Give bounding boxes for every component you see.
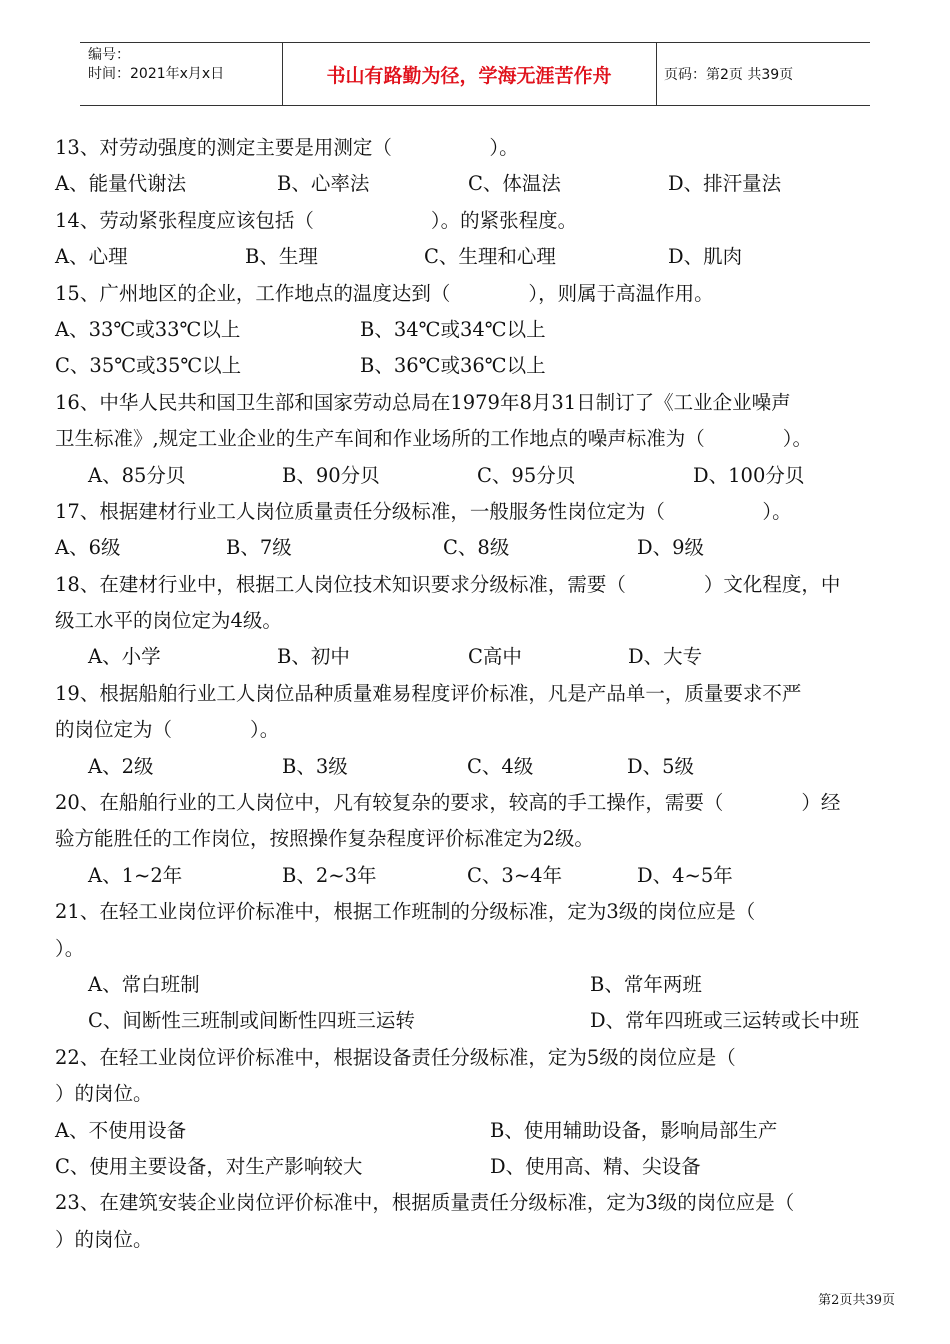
question-text: ）的岗位。: [55, 1227, 153, 1251]
text-line: [0, 931, 950, 967]
page-header: [80, 42, 870, 106]
text-line: [0, 967, 950, 1003]
question-text: 19、根据船舶行业工人岗位品种质量难易程度评价标准，凡是产品单一，质量要求不严: [55, 681, 802, 705]
answer-option: B、36℃或36℃以上: [360, 354, 546, 378]
text-line: [0, 1076, 950, 1112]
text-line: [0, 203, 950, 239]
answer-option: D、使用高、精、尖设备: [490, 1154, 701, 1178]
answer-option: C、3~4年: [467, 863, 563, 887]
text-line: [0, 1003, 950, 1039]
question-text: 18、在建材行业中，根据工人岗位技术知识要求分级标准，需要（ ）文化程度，中: [55, 572, 841, 596]
text-line: [0, 421, 950, 457]
text-line: [0, 1149, 950, 1185]
text-line: [0, 603, 950, 639]
question-text: 的岗位定为（ ）。: [55, 718, 280, 742]
answer-option: B、2~3年: [282, 863, 377, 887]
answer-option: A、2级: [88, 754, 154, 778]
answer-option: D、常年四班或三运转或长中班: [590, 1009, 860, 1033]
answer-option: B、3级: [282, 754, 348, 778]
page-info: 页码：第2页 共39页: [664, 67, 794, 83]
question-text: 23、在建筑安装企业岗位评价标准中，根据质量责任分级标准，定为3级的岗位应是（: [55, 1191, 795, 1215]
answer-option: C、使用主要设备，对生产影响较大: [55, 1154, 363, 1178]
answer-option: C高中: [468, 645, 522, 669]
text-line: [0, 567, 950, 603]
answer-option: A、33℃或33℃以上: [55, 317, 241, 341]
answer-option: A、能量代谢法: [55, 172, 187, 196]
answer-option: D、肌肉: [668, 245, 743, 269]
answer-option: D、100分贝: [693, 463, 805, 487]
answer-option: C、95分贝: [477, 463, 576, 487]
answer-option: C、4级: [467, 754, 534, 778]
answer-option: A、1~2年: [88, 863, 183, 887]
text-line: [0, 858, 950, 894]
question-text: 验方能胜任的工作岗位，按照操作复杂程度评价标准定为2级。: [55, 827, 594, 851]
text-line: [0, 530, 950, 566]
text-line: [0, 749, 950, 785]
header-left: [88, 46, 224, 84]
answer-option: B、常年两班: [590, 972, 702, 996]
answer-option: D、5级: [627, 754, 695, 778]
answer-option: A、常白班制: [88, 972, 200, 996]
answer-option: A、不使用设备: [55, 1118, 187, 1142]
answer-option: B、心率法: [277, 172, 370, 196]
date-label: 时间：2021年x月x日: [88, 66, 225, 82]
answer-option: C、8级: [443, 536, 510, 560]
question-text: 21、在轻工业岗位评价标准中，根据工作班制的分级标准，定为3级的岗位应是（: [55, 900, 756, 924]
question-text: 20、在船舶行业的工人岗位中，凡有较复杂的要求，较高的手工操作，需要（ ）经: [55, 791, 841, 815]
answer-option: B、90分贝: [282, 463, 380, 487]
text-line: [0, 1113, 950, 1149]
answer-option: D、排汗量法: [668, 172, 782, 196]
answer-option: C、间断性三班制或间断性四班三运转: [88, 1009, 415, 1033]
text-line: [0, 312, 950, 348]
text-line: [0, 385, 950, 421]
question-list: [0, 130, 950, 1258]
answer-option: B、使用辅助设备，影响局部生产: [490, 1118, 778, 1142]
text-line: [0, 166, 950, 202]
text-line: [0, 458, 950, 494]
answer-option: B、生理: [245, 245, 318, 269]
text-line: [0, 676, 950, 712]
text-line: [0, 821, 950, 857]
answer-option: A、小学: [88, 645, 161, 669]
question-text: 级工水平的岗位定为4级。: [55, 609, 282, 633]
header-divider: [656, 43, 657, 105]
question-text: 22、在轻工业岗位评价标准中，根据设备责任分级标准，定为5级的岗位应是（: [55, 1045, 736, 1069]
question-text: 卫生标准》,规定工业企业的生产车间和作业场所的工作地点的噪声标准为（ ）。: [55, 427, 812, 451]
text-line: [0, 348, 950, 384]
answer-option: C、体温法: [468, 172, 561, 196]
text-line: [0, 894, 950, 930]
question-text: ）的岗位。: [55, 1082, 153, 1106]
text-line: [0, 494, 950, 530]
question-text: 14、劳动紧张程度应该包括（ ）。的紧张程度。: [55, 208, 578, 232]
answer-option: A、85分贝: [88, 463, 186, 487]
text-line: [0, 785, 950, 821]
answer-option: D、9级: [637, 536, 705, 560]
text-line: [0, 130, 950, 166]
code-label: 编号：: [88, 47, 130, 63]
answer-option: A、6级: [55, 536, 121, 560]
text-line: [0, 276, 950, 312]
answer-option: B、34℃或34℃以上: [360, 317, 546, 341]
answer-option: C、生理和心理: [424, 245, 556, 269]
answer-option: B、7级: [226, 536, 292, 560]
text-line: [0, 639, 950, 675]
question-text: ）。: [55, 936, 85, 960]
question-text: 13、对劳动强度的测定主要是用测定（ ）。: [55, 136, 519, 159]
text-line: [0, 712, 950, 748]
page-footer: 第2页共39页: [818, 1293, 895, 1308]
question-text: 16、中华人民共和国卫生部和国家劳动总局在1979年8月31日制订了《工业企业噪声: [55, 390, 791, 414]
answer-option: A、心理: [55, 245, 128, 269]
answer-option: D、大专: [628, 645, 703, 669]
text-line: [0, 1185, 950, 1221]
text-line: [0, 239, 950, 275]
answer-option: D、4~5年: [637, 863, 733, 887]
answer-option: C、35℃或35℃以上: [55, 354, 242, 378]
answer-option: B、初中: [277, 645, 350, 669]
text-line: [0, 1040, 950, 1076]
text-line: [0, 1222, 950, 1258]
header-motto: 书山有路勤为径，学海无涯苦作舟: [326, 64, 612, 87]
question-text: 15、广州地区的企业，工作地点的温度达到（ ），则属于高温作用。: [55, 281, 714, 305]
question-text: 17、根据建材行业工人岗位质量责任分级标准，一般服务性岗位定为（ ）。: [55, 499, 792, 523]
